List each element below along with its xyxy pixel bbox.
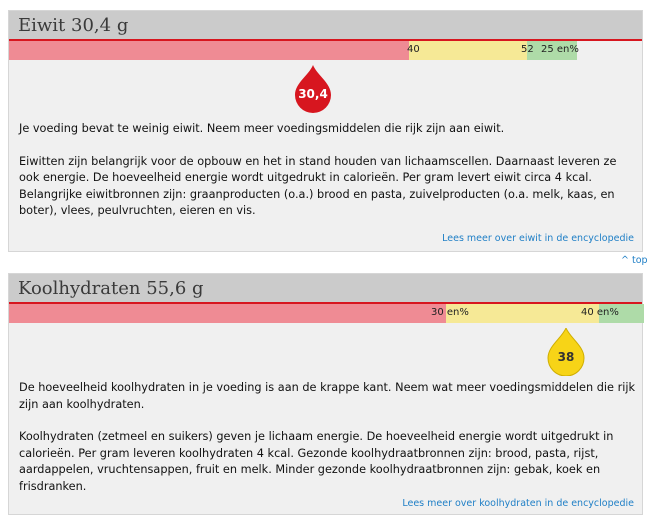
koolhydraten-para1: De hoeveelheid koolhydraten in je voeding is aan de krappe kant. Neem wat meer voedingsmiddelen die rijk zijn aan koolhydraten. xyxy=(19,381,636,411)
koolhydraten-panel xyxy=(8,273,643,515)
bar-segment-too-low xyxy=(9,304,446,323)
eiwit-tick-25: 25 en% xyxy=(541,44,579,55)
eiwit-marker-value: 30,4 xyxy=(298,87,328,101)
top-link[interactable]: ^ top xyxy=(621,255,648,266)
drop-marker-icon xyxy=(293,65,333,113)
bar-segment-too-low xyxy=(9,41,409,60)
eiwit-description xyxy=(19,121,639,220)
koolhydraten-tick-30: 30 en% xyxy=(431,307,469,318)
eiwit-tick-52: 52 xyxy=(521,44,534,55)
koolhydraten-header xyxy=(9,274,642,302)
eiwit-header xyxy=(9,11,642,39)
koolhydraten-tick-40: 40 en% xyxy=(581,307,619,318)
eiwit-encyclopedia-link[interactable]: Lees meer over eiwit in de encyclopedie xyxy=(442,233,634,244)
koolhydraten-para2: Koolhydraten (zetmeel en suikers) geven je lichaam energie. De hoeveelheid energie wordt uitgedrukt in calorieën. Per gram leveren koolhydraten 4 kcal. Gezonde koolhydraatbronnen zijn: brood, pasta, rijst, aardappelen, vruchtensappen, fruit en melk. Minder gezonde koolhydraatbronnen zijn: gebak, koek en frisdranken. xyxy=(19,430,614,493)
bar-segment-adequate xyxy=(446,304,599,323)
eiwit-para2: Eiwitten zijn belangrijk voor de opbouw en het in stand houden van lichaamscellen. Daarnaast leveren ze ook energie. De hoeveelheid energie wordt uitgedrukt in calorieën. Per gram levert eiwit circa 4 kcal. Belangrijke eiwitbronnen zijn: graanproducten (o.a.) brood en pasta, zuivelproducten (o.a. melk, kaas, en boter), vlees, peulvruchten, eieren en vis. xyxy=(19,154,617,217)
koolhydraten-range-bar xyxy=(9,302,642,323)
eiwit-title: Eiwit 30,4 g xyxy=(18,15,129,36)
koolhydraten-marker-value: 38 xyxy=(557,350,575,364)
koolhydraten-description xyxy=(19,380,639,495)
eiwit-para1: Je voeding bevat te weinig eiwit. Neem meer voedingsmiddelen die rijk zijn aan eiwit. xyxy=(19,122,505,135)
drop-marker-icon xyxy=(546,328,586,376)
eiwit-tick-40: 40 xyxy=(407,44,420,55)
eiwit-panel xyxy=(8,10,643,252)
eiwit-range-bar xyxy=(9,39,642,60)
bar-segment-adequate xyxy=(409,41,527,60)
koolhydraten-encyclopedia-link[interactable]: Lees meer over koolhydraten in de encyclopedie xyxy=(402,498,634,509)
koolhydraten-title: Koolhydraten 55,6 g xyxy=(18,278,204,299)
